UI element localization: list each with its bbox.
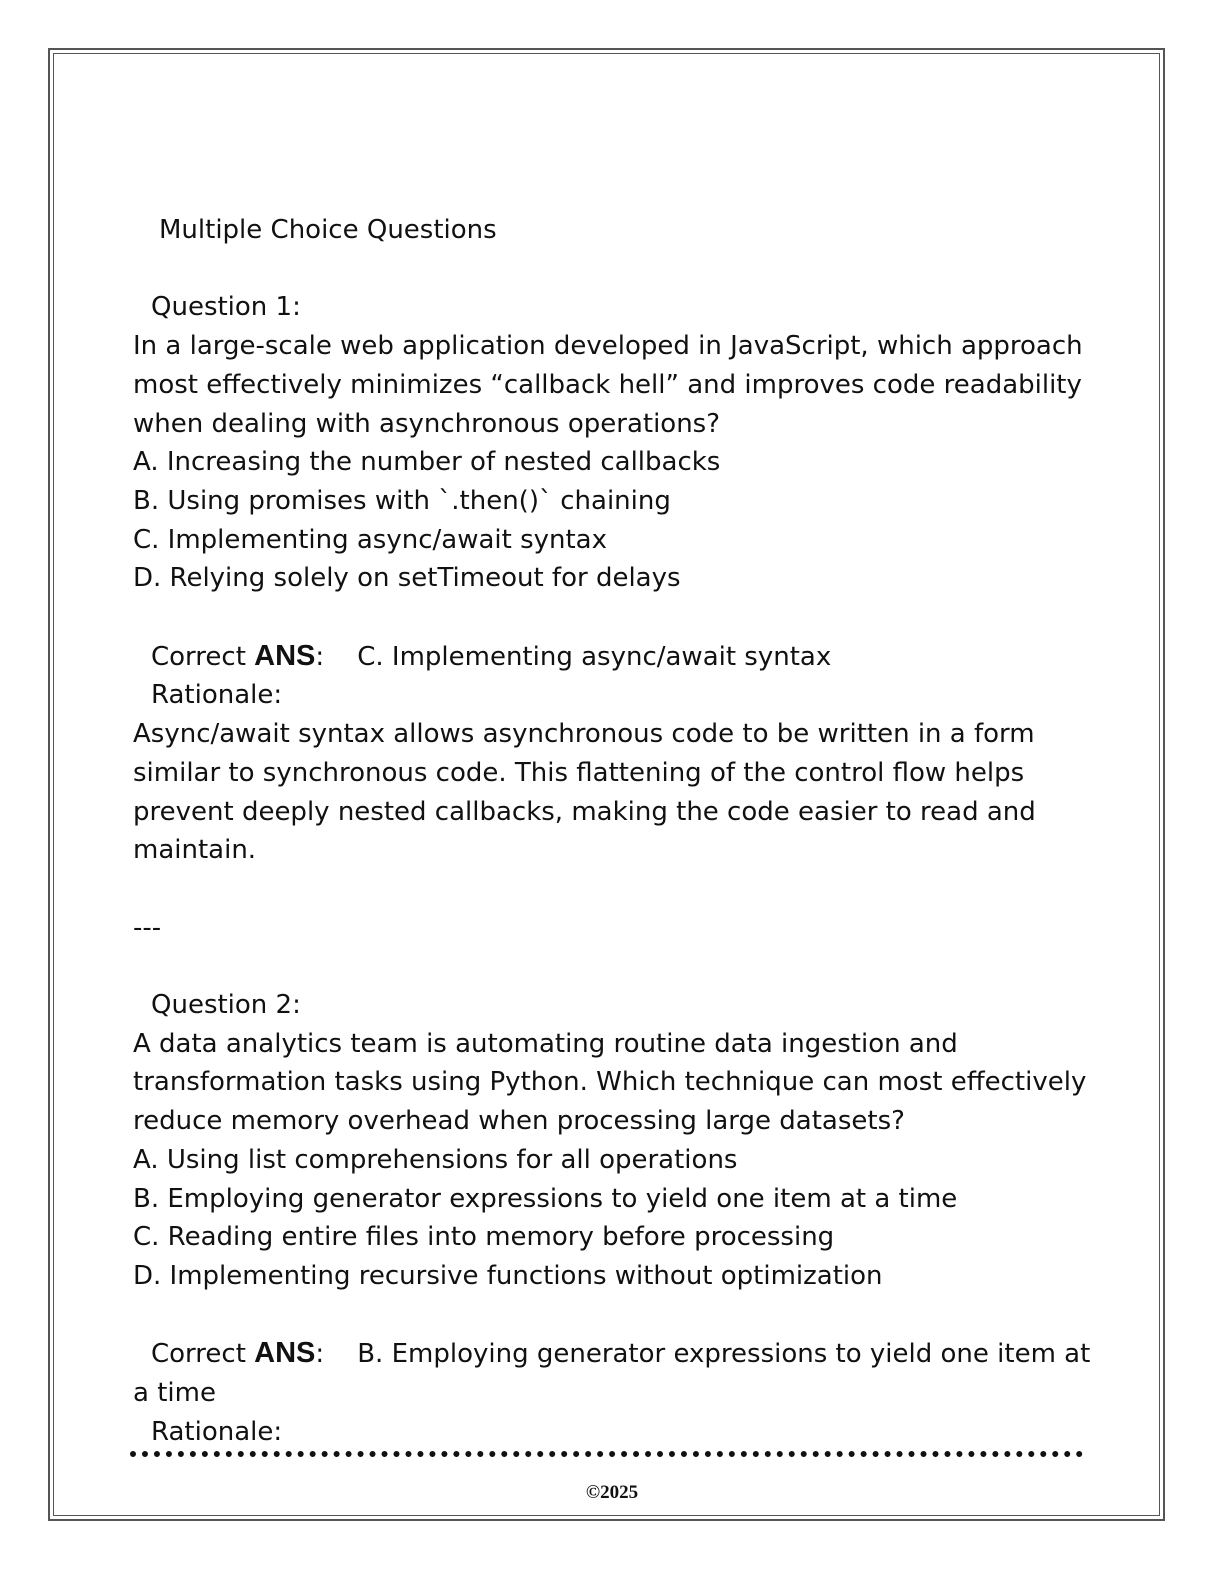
question-heading: Question 1: — [151, 292, 301, 323]
page-title: Multiple Choice Questions — [159, 215, 497, 245]
option-d: D. Implementing recursive functions without optimization — [133, 1260, 883, 1291]
question-stem-line: when dealing with asynchronous operations? — [133, 408, 721, 439]
copyright-footer: ©2025 — [585, 1482, 639, 1503]
spacer — [133, 947, 1093, 986]
question-stem-line: most effectively minimizes “callback hell” and improves code readability — [133, 369, 1082, 400]
question-heading: Question 2: — [151, 990, 301, 1020]
correct-answer — [133, 1334, 1093, 1374]
document-body — [133, 211, 1093, 1451]
option-c: C. Reading entire files into memory before processing — [133, 1222, 835, 1253]
spacer — [133, 870, 1093, 909]
question-stem-line: A data analytics team is automating routine data ingestion and — [133, 1028, 958, 1059]
option-b: B. Using promises with `.then()` chaining — [133, 485, 671, 516]
rationale-line: similar to synchronous code. This flattening of the control flow helps — [133, 757, 1025, 788]
correct-answer — [133, 637, 1093, 677]
spacer — [133, 1296, 1093, 1335]
rationale-label: Rationale: — [151, 1416, 283, 1447]
rationale-line: maintain. — [133, 835, 257, 866]
footer-divider — [130, 1451, 1083, 1457]
answer-text: : B. Employing generator expressions to yield one item at — [315, 1339, 1091, 1370]
answer-ans-label: ANS — [254, 639, 316, 672]
rationale-line: prevent deeply nested callbacks, making the code easier to read and — [133, 796, 1036, 827]
answer-continuation: a time — [133, 1378, 216, 1409]
option-d: D. Relying solely on setTimeout for delays — [133, 563, 681, 594]
question-stem-line: reduce memory overhead when processing large datasets? — [133, 1106, 905, 1137]
option-a: A. Increasing the number of nested callbacks — [133, 447, 721, 478]
question-stem-line: In a large-scale web application developed in JavaScript, which approach — [133, 331, 1083, 362]
question-stem-line: transformation tasks using Python. Which technique can most effectively — [133, 1067, 1087, 1098]
spacer — [133, 598, 1093, 637]
answer-prefix: Correct — [151, 1339, 255, 1370]
separator: --- — [133, 912, 162, 943]
rationale-line: Async/await syntax allows asynchronous code to be written in a form — [133, 719, 1035, 750]
rationale-label: Rationale: — [151, 680, 283, 711]
answer-ans-label: ANS — [254, 1337, 316, 1370]
answer-text: : C. Implementing async/await syntax — [315, 641, 832, 672]
option-c: C. Implementing async/await syntax — [133, 524, 608, 555]
answer-prefix: Correct — [151, 641, 255, 672]
spacer — [133, 250, 1093, 289]
option-b: B. Employing generator expressions to yield one item at a time — [133, 1183, 958, 1214]
option-a: A. Using list comprehensions for all operations — [133, 1144, 738, 1175]
